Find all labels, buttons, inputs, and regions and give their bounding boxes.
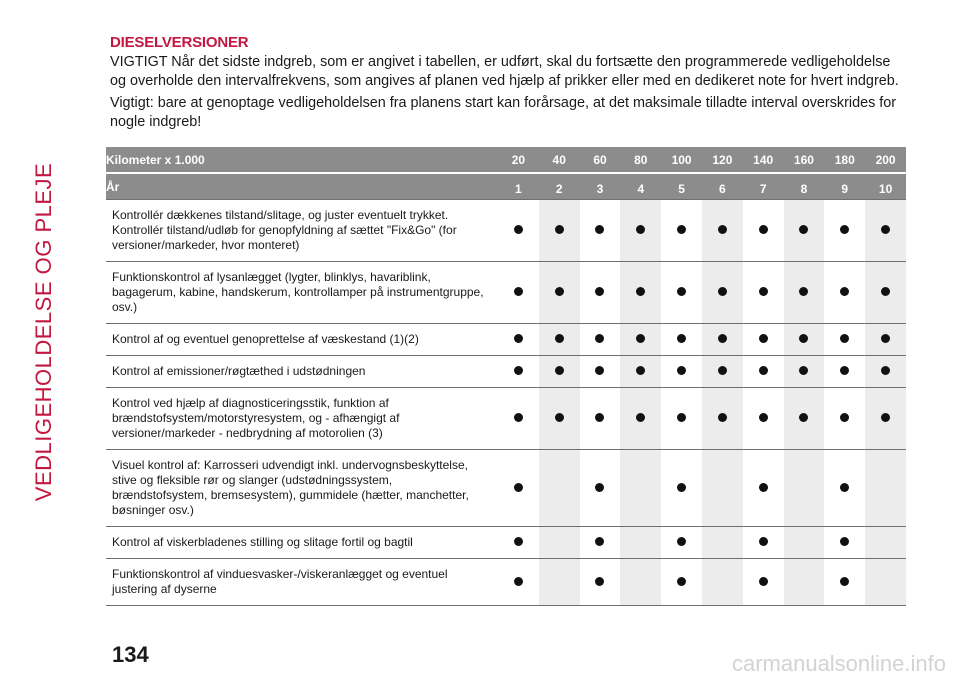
interval-cell [620,324,661,356]
task-description [106,324,498,356]
table-row [106,450,906,527]
interval-cell [743,262,784,324]
table-row [106,356,906,388]
interval-cell [498,388,539,450]
interval-cell [743,527,784,559]
interval-cell [580,356,621,388]
header-row-km [106,147,906,173]
interval-cell [539,324,580,356]
task-description-line: Kontrol ved hjælp af diagnosticeringsstik, funktion af [112,396,389,410]
interval-cell [620,559,661,606]
header-km-value: 120 [702,147,743,173]
interval-cell [620,527,661,559]
interval-dot-icon [514,334,523,343]
interval-cell [620,356,661,388]
interval-cell [784,559,825,606]
interval-dot-icon [595,577,604,586]
interval-cell [498,200,539,262]
interval-cell [498,262,539,324]
header-year-value: 9 [824,173,865,200]
table-row [106,324,906,356]
interval-cell [824,388,865,450]
interval-dot-icon [514,413,523,422]
header-km-value: 180 [824,147,865,173]
task-description-line: versioner/markeder - nedbrydning af motorolien (3) [112,426,383,440]
interval-dot-icon [840,225,849,234]
side-section-title-text: VEDLIGEHOLDELSE OG PLEJE [31,162,56,502]
interval-dot-icon [677,413,686,422]
header-year-value: 5 [661,173,702,200]
interval-dot-icon [636,225,645,234]
interval-cell [702,559,743,606]
interval-cell [661,559,702,606]
interval-cell [743,356,784,388]
interval-dot-icon [799,413,808,422]
interval-dot-icon [799,334,808,343]
intro-paragraph-important: VIGTIGT Når det sidste indgreb, som er angivet i tabellen, er udført, skal du fortsætte den programmerede vedligeholdelse og overholde den intervalfrekvens, som angives af planen ved hjælp af prikker eller med en dedikeret note for hvert indgreb. [110,54,899,89]
interval-dot-icon [881,287,890,296]
header-year-value: 8 [784,173,825,200]
table-row [106,262,906,324]
header-year-value: 4 [620,173,661,200]
interval-cell [784,262,825,324]
interval-cell [865,527,906,559]
interval-cell [702,262,743,324]
interval-dot-icon [881,334,890,343]
interval-dot-icon [759,577,768,586]
interval-dot-icon [840,413,849,422]
task-description-line: bøsninger osv.) [112,503,194,517]
interval-dot-icon [718,225,727,234]
interval-dot-icon [595,537,604,546]
interval-cell [865,200,906,262]
interval-dot-icon [514,225,523,234]
interval-cell [539,388,580,450]
interval-dot-icon [514,483,523,492]
interval-cell [539,356,580,388]
interval-cell [580,450,621,527]
interval-dot-icon [840,334,849,343]
interval-cell [702,200,743,262]
interval-dot-icon [636,366,645,375]
task-description-line: justering af dyserne [112,582,217,596]
interval-dot-icon [677,287,686,296]
section-title: DIESELVERSIONER [110,34,249,51]
interval-cell [824,450,865,527]
interval-dot-icon [595,225,604,234]
interval-dot-icon [799,366,808,375]
task-description [106,450,498,527]
interval-cell [539,262,580,324]
interval-cell [784,388,825,450]
table-row [106,559,906,606]
task-description-line: bagagerum, kabine, handskerum, kontrollamper på instrumentgruppe, [112,285,484,299]
interval-dot-icon [677,225,686,234]
table-row [106,388,906,450]
interval-cell [498,527,539,559]
interval-dot-icon [677,577,686,586]
interval-dot-icon [718,413,727,422]
intro-paragraph-warning: Vigtigt: bare at genoptage vedligeholdelsen fra planens start kan forårsage, at det maksimale tilladte interval overskrides for nogle indgreb! [110,95,897,130]
interval-dot-icon [718,334,727,343]
interval-cell [620,200,661,262]
interval-dot-icon [595,287,604,296]
interval-dot-icon [759,334,768,343]
interval-cell [702,356,743,388]
interval-cell [743,388,784,450]
task-description-line: Kontrol af emissioner/røgtæthed i udstødningen [112,364,366,378]
header-year-value: 3 [580,173,621,200]
interval-cell [539,559,580,606]
maintenance-table-body [106,200,906,606]
interval-dot-icon [677,537,686,546]
interval-dot-icon [595,413,604,422]
page-number: 134 [112,642,149,667]
task-description-line: Visuel kontrol af: Karrosseri udvendigt inkl. undervognsbeskyttelse, [112,458,468,472]
task-description [106,262,498,324]
interval-cell [620,262,661,324]
interval-cell [620,450,661,527]
interval-cell [702,527,743,559]
interval-cell [702,450,743,527]
header-year-value: 7 [743,173,784,200]
interval-dot-icon [636,287,645,296]
interval-dot-icon [759,287,768,296]
interval-dot-icon [718,366,727,375]
interval-dot-icon [555,366,564,375]
interval-cell [784,324,825,356]
interval-cell [661,388,702,450]
interval-cell [865,450,906,527]
interval-cell [580,559,621,606]
interval-cell [865,262,906,324]
header-year-value: 1 [498,173,539,200]
interval-cell [661,324,702,356]
interval-dot-icon [677,483,686,492]
header-km-value: 40 [539,147,580,173]
interval-cell [661,450,702,527]
interval-cell [580,200,621,262]
task-description-line: Kontrollér dækkenes tilstand/slitage, og juster eventuelt trykket. [112,208,449,222]
interval-cell [620,388,661,450]
interval-cell [743,450,784,527]
interval-cell [865,559,906,606]
interval-cell [661,527,702,559]
interval-cell [580,388,621,450]
interval-cell [498,324,539,356]
header-year-value: 10 [865,173,906,200]
task-description [106,559,498,606]
interval-dot-icon [759,413,768,422]
interval-cell [702,388,743,450]
header-km-value: 200 [865,147,906,173]
table-row [106,200,906,262]
watermark: carmanualsonline.info [731,651,946,676]
interval-dot-icon [555,413,564,422]
interval-dot-icon [840,366,849,375]
interval-dot-icon [799,287,808,296]
intro-block [110,34,906,132]
task-description-line: stive og fleksible rør og slanger (udstødningssystem, [112,473,393,487]
interval-dot-icon [595,483,604,492]
interval-cell [824,527,865,559]
interval-dot-icon [881,366,890,375]
task-description [106,527,498,559]
interval-dot-icon [514,537,523,546]
interval-dot-icon [514,287,523,296]
interval-dot-icon [677,366,686,375]
header-km-value: 60 [580,147,621,173]
interval-dot-icon [881,225,890,234]
interval-dot-icon [840,483,849,492]
interval-cell [824,262,865,324]
interval-cell [743,559,784,606]
interval-dot-icon [881,413,890,422]
header-km-value: 100 [661,147,702,173]
interval-dot-icon [677,334,686,343]
task-description-line: Funktionskontrol af lysanlægget (lygter, blinklys, havariblink, [112,270,431,284]
interval-dot-icon [514,366,523,375]
interval-dot-icon [840,577,849,586]
interval-cell [824,200,865,262]
interval-cell [498,559,539,606]
interval-cell [865,356,906,388]
interval-dot-icon [595,366,604,375]
interval-dot-icon [555,225,564,234]
interval-dot-icon [555,334,564,343]
interval-cell [865,324,906,356]
header-km-value: 80 [620,147,661,173]
interval-cell [580,262,621,324]
interval-cell [539,527,580,559]
interval-dot-icon [759,366,768,375]
task-description-line: osv.) [112,300,138,314]
header-year-value: 6 [702,173,743,200]
header-year-value: 2 [539,173,580,200]
interval-cell [661,356,702,388]
header-km-value: 160 [784,147,825,173]
interval-cell [824,324,865,356]
interval-dot-icon [840,537,849,546]
task-description-line: Kontrol af viskerbladenes stilling og slitage fortil og bagtil [112,535,413,549]
interval-dot-icon [718,287,727,296]
interval-cell [784,356,825,388]
task-description [106,200,498,262]
interval-cell [498,356,539,388]
interval-cell [661,262,702,324]
interval-cell [824,559,865,606]
task-description [106,388,498,450]
interval-dot-icon [636,413,645,422]
interval-cell [539,200,580,262]
table-row [106,527,906,559]
interval-dot-icon [799,225,808,234]
task-description-line: Funktionskontrol af vinduesvasker-/viskeranlægget og eventuel [112,567,448,581]
interval-cell [865,388,906,450]
task-description-line: Kontrol af og eventuel genoprettelse af væskestand (1)(2) [112,332,419,346]
interval-cell [743,324,784,356]
header-km-value: 20 [498,147,539,173]
interval-cell [743,200,784,262]
task-description [106,356,498,388]
interval-cell [498,450,539,527]
interval-cell [539,450,580,527]
task-description-line: Kontrollér tilstand/udløb for genopfyldning af sættet "Fix&Go" (for [112,223,457,237]
interval-cell [784,527,825,559]
interval-dot-icon [759,483,768,492]
header-year-label: År [106,173,498,200]
interval-cell [784,200,825,262]
interval-cell [784,450,825,527]
header-km-value: 140 [743,147,784,173]
interval-cell [580,527,621,559]
task-description-line: brændstofsystem/motorstyresystem, og - afhængigt af [112,411,400,425]
task-description-line: versioner/markeder, hvor monteret) [112,238,300,252]
interval-dot-icon [759,225,768,234]
task-description-line: brændstofsystem, bremsesystem), gummidele (hætter, manchetter, [112,488,469,502]
interval-dot-icon [595,334,604,343]
header-km-label: Kilometer x 1.000 [106,147,498,173]
interval-dot-icon [636,334,645,343]
interval-dot-icon [514,577,523,586]
header-row-year [106,173,906,200]
maintenance-table [106,147,906,606]
interval-cell [661,200,702,262]
interval-dot-icon [759,537,768,546]
interval-dot-icon [840,287,849,296]
interval-cell [824,356,865,388]
interval-cell [702,324,743,356]
interval-dot-icon [555,287,564,296]
interval-cell [580,324,621,356]
